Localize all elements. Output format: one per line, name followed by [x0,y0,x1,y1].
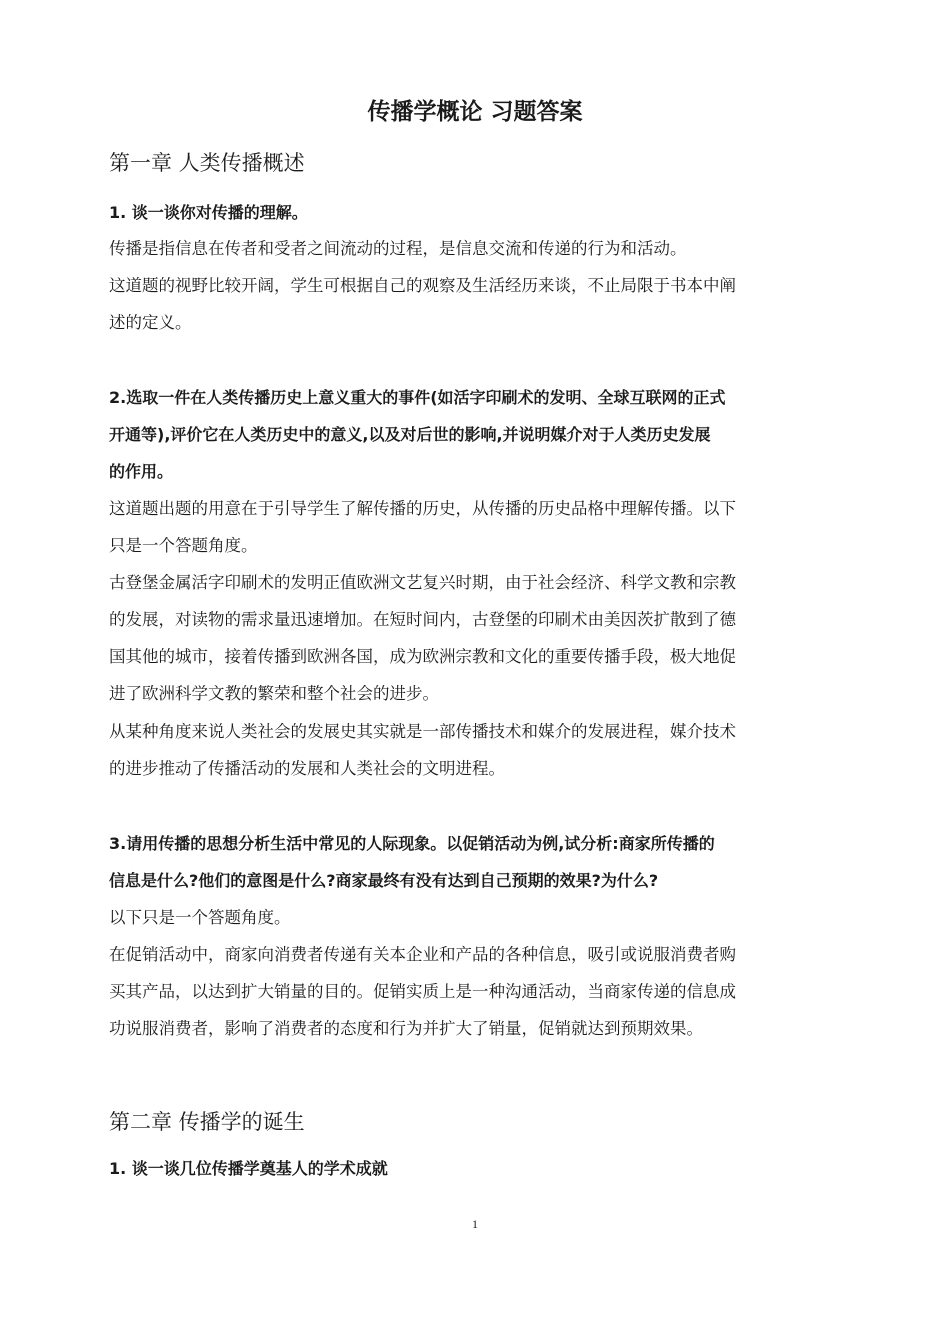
answer-line: 国其他的城市，接着传播到欧洲各国，成为欧洲宗教和文化的重要传播手段，极大地促 [109,647,736,666]
question [109,825,843,899]
answer-line: 买其产品，以达到扩大销量的目的。促销实质上是一种沟通活动，当商家传递的信息成 [109,982,736,1001]
answer-line: 以下只是一个答题角度。 [109,908,291,927]
page-number: 1 [472,1217,478,1231]
question [109,194,843,231]
answer-paragraph [109,230,843,267]
question-line: 3.请用传播的思想分析生活中常见的人际现象。以促销活动为例,试分析:商家所传播的 [109,834,715,853]
answer-line: 从某种角度来说人类社会的发展史其实就是一部传播技术和媒介的发展进程，媒介技术 [109,722,736,741]
answer-paragraph [109,490,843,564]
document-title: 传播学概论 习题答案 [367,99,583,125]
answer-line: 述的定义。 [109,313,192,332]
chapter-heading: 第二章 传播学的诞生 [109,1110,305,1134]
question-line: 信息是什么?他们的意图是什么?商家最终有没有达到自己预期的效果?为什么? [109,871,659,890]
question-line: 1. 谈一谈几位传播学奠基人的学术成就 [109,1159,388,1178]
question [109,1150,843,1187]
answer-paragraph [109,899,843,936]
answer-line: 这道题出题的用意在于引导学生了解传播的历史，从传播的历史品格中理解传播。以下 [109,499,736,518]
answer-line: 传播是指信息在传者和受者之间流动的过程，是信息交流和传递的行为和活动。 [109,239,687,258]
answer-line: 这道题的视野比较开阔，学生可根据自己的观察及生活经历来谈，不止局限于书本中阐 [109,276,736,295]
answer-line: 在促销活动中，商家向消费者传递有关本企业和产品的各种信息，吸引或说服消费者购 [109,945,736,964]
answer-line: 功说服消费者，影响了消费者的态度和行为并扩大了销量，促销就达到预期效果。 [109,1019,703,1038]
question-line: 1. 谈一谈你对传播的理解。 [109,203,308,222]
answer-paragraph [109,936,843,1047]
question [109,379,843,490]
answer-line: 古登堡金属活字印刷术的发明正值欧洲文艺复兴时期，由于社会经济、科学文教和宗教 [109,573,736,592]
answer-line: 进了欧洲科学文教的繁荣和整个社会的进步。 [109,684,439,703]
answer-paragraph [109,267,843,341]
question-line: 的作用。 [109,462,174,481]
question-line: 2.选取一件在人类传播历史上意义重大的事件(如活字印刷术的发明、全球互联网的正式 [109,388,726,407]
answer-line: 的进步推动了传播活动的发展和人类社会的文明进程。 [109,759,505,778]
chapter-heading: 第一章 人类传播概述 [109,151,305,175]
answer-line: 只是一个答题角度。 [109,536,258,555]
answer-line: 的发展，对读物的需求量迅速增加。在短时间内，古登堡的印刷术由美因茨扩散到了德 [109,610,736,629]
question-line: 开通等),评价它在人类历史中的意义,以及对后世的影响,并说明媒介对于人类历史发展 [109,425,711,444]
answer-paragraph [109,564,843,712]
answer-paragraph [109,713,843,787]
